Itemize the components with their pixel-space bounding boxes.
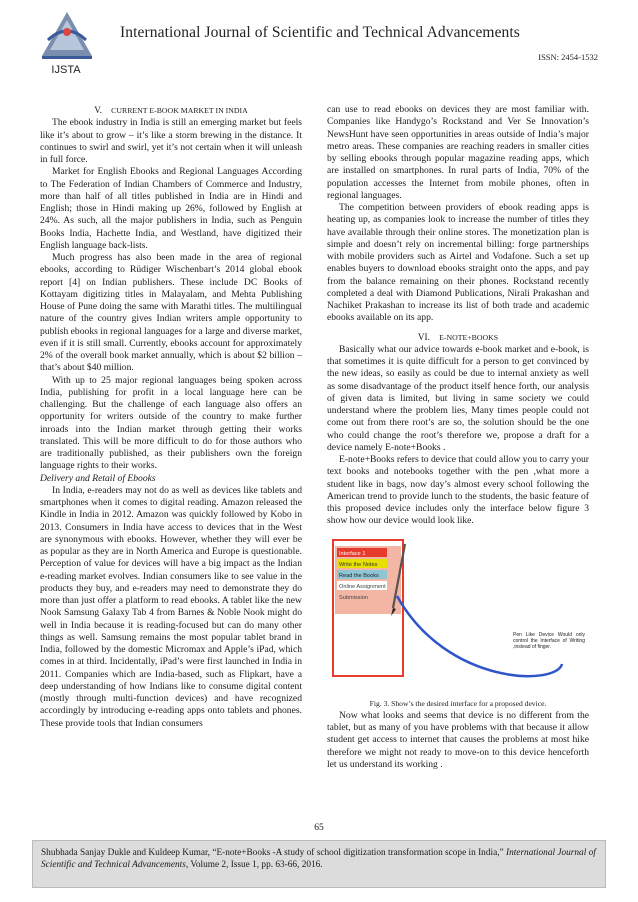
subheading: Delivery and Retail of Ebooks [40,472,156,484]
paragraph: With up to 25 major regional languages being spoken across India, publishing for profit in a local language here can be challenging. But the challenge of each language also offers an opportunity for writers outside of the country to make further inroads into the Indian market through getting their works translated. This will be more difficult to do for those authors who are traditionally published, as their publishers own the foreign language rights to their works. [40,374,302,472]
citation-text: Shubhada Sanjay Dukle and Kuldeep Kumar, “E-note+Books -A study of school digitization transformation scope in India,” [41,848,504,858]
paragraph: Basically what our advice towards e-book market and e-book, is that sometimes it is quite difficult for a person to get convinced by the new ideas, so easily as could be due to internal anxiety as well as some disadvantage of the product itself hence forth, our analysis of given data is limited, but living in same society we could understand where the problem lies, Many times people could not come out from there root’s are so, the solution should be the one who could change the root’s therefore we, propose a draft for a device namely E-note+Books . [327,343,589,453]
menu-item-5-label: Submission [339,594,368,601]
section-heading-v: V. CURRENT E-BOOK MARKET IN INDIA [94,105,248,115]
journal-title: International Journal of Scientific and Technical Advancements [120,24,520,41]
figure-annotation: Pen Like Device Would only control the Interface of Writing ,instead of finger. [513,631,585,650]
figure-caption: Fig. 3. Show’s the desired interface for a proposed device. [369,698,547,708]
paragraph: The competition between providers of ebook reading apps is heating up, as companies look to increase the number of titles they have available through their online stores. The monetization plan is simple and doesn’t rely on incremental billing: forge partnerships with mobile providers such as Airtel and Vodafone. Such a set up enables buyers to download ebooks straight onto the apps, and pay from the balance remaining on their phones. Rockstand recently completed a deal with Diamond Publications, Nirali Prakashan and Nachiket Prakashan to increase its list of both trade and academic ebooks available on its app. [327,202,589,324]
citation-tail: , Volume 2, Issue 1, pp. 63-66, 2016. [185,860,323,871]
citation-journal: International Journal of Scientific and Technical Advancements [41,848,596,871]
paragraph: E-note+Books refers to device that could allow you to carry your text books and notebooks together with the pen ,what more a student like in bags, now day’s almost every school following the American trend to provide lunch to the students, the basic feature of this proposed device includes only the interface below figure 3 show how our device would look like. [327,454,589,527]
citation-footer [32,840,606,888]
device-interface-illustration [327,536,589,694]
right-column [327,104,589,771]
menu-item-2-label: Write the Notes [339,561,378,568]
issn: ISSN: 2454-1532 [538,52,598,62]
logo-text: IJSTA [51,64,81,76]
journal-logo [40,10,94,70]
paragraph: can use to read ebooks on devices they are most familiar with. Companies like Handygo’s Rockstand and Ver Se Innovation’s NewsHunt have seen opportunities in areas outside of India’s major metro areas. These companies are reaching readers in smaller cities by selling ebooks through popular magazine reading apps, which are installed on smartphones. In rural parts of India, 70% of the population accesses the Internet from mobile phones, often in regional languages. [327,104,589,201]
paragraph: In India, e-readers may not do as well as devices like tablets and smartphones when it comes to digital reading. Amazon released the Kindle in India in 2012. Amazon was quickly followed by Kobo in 2013. Consumers in India have access to devices that in the West are synonymous with ebooks. However, whether they will ever be as popular as they are in North America and Europe is questionable. Perception of value for devices will have a big impact as the Indian e-reading market evolves. Indian consumers like to see value in the products they buy, and e-readers may need to demonstrate they do more than just offer a platform to read ebooks. A tablet like the new Nook Samsung Galaxy Tab 4 from Barnes & Noble Nook might do well in India because it is reading-focused but can do many other things as well. Samsung remains the most popular tablet brand in India, followed by the domestic Micromax and Apple’s iPad, which comes in at third. Incidentally, iPad’s were first launched in India in 2011. Companies which are India-based, such as Flipkart, have a deep understanding of how Indians like to consume digital content (mostly through multi-function devices) and have recognized accordingly by introducing e-reading apps onto tablets and phones. These provide tools that Indian consumers [40,484,302,729]
menu-item-1-label: Interface 1 [339,550,366,557]
menu-item-3-label: Read the Books [339,572,379,579]
section-heading-vi: VI. E-NOTE+BOOKS [417,331,499,342]
paragraph: Now what looks and seems that device is no different from the tablet, but as many of you have problems with that because it allow student get access to internet that causes the problems at most hike therefore we might not ready to move-on to this device henceforth let us understand its working . [327,709,589,770]
paragraph: The ebook industry in India is still an emerging market but feels like it’s about to grow – it’s like a storm brewing in the distance. It continues to swirl and swirl, yet it’s not certain when it will unleash in full force. [40,117,302,165]
page-number: 65 [314,823,324,833]
menu-item-4-label: Online Assignment [339,583,386,590]
paragraph: Market for English Ebooks and Regional Languages According to The Federation of Indian Chambers of Commerce and Industry, more than half of all titles published in India are in Hindi and English; those in Hindi making up 26%, followed by English at 24%. As such, all the major publishers in India, such as Penguin Books India, Hachette India, and Westland, have digitized their English language back-lists. [40,166,302,251]
figure-3 [327,536,589,694]
left-column [40,104,302,730]
paragraph: Much progress has also been made in the area of regional ebooks, according to Rüdiger Wischenbart’s 2014 global ebook report [4] on Indian publishers. These include DC Books of Kottayam digitizing titles in Malayalam, and Mehta Publishing House of Pune doing the same with Marathi titles. The multilingual nature of the country gives Indian writers ample opportunity to publish ebooks in regional languages for a large and diverse market, even if it is still small. Currently, ebooks account for approximately 2% of the overall book market annually, which is about $2 billion – that’s about $40 million. [40,252,302,374]
